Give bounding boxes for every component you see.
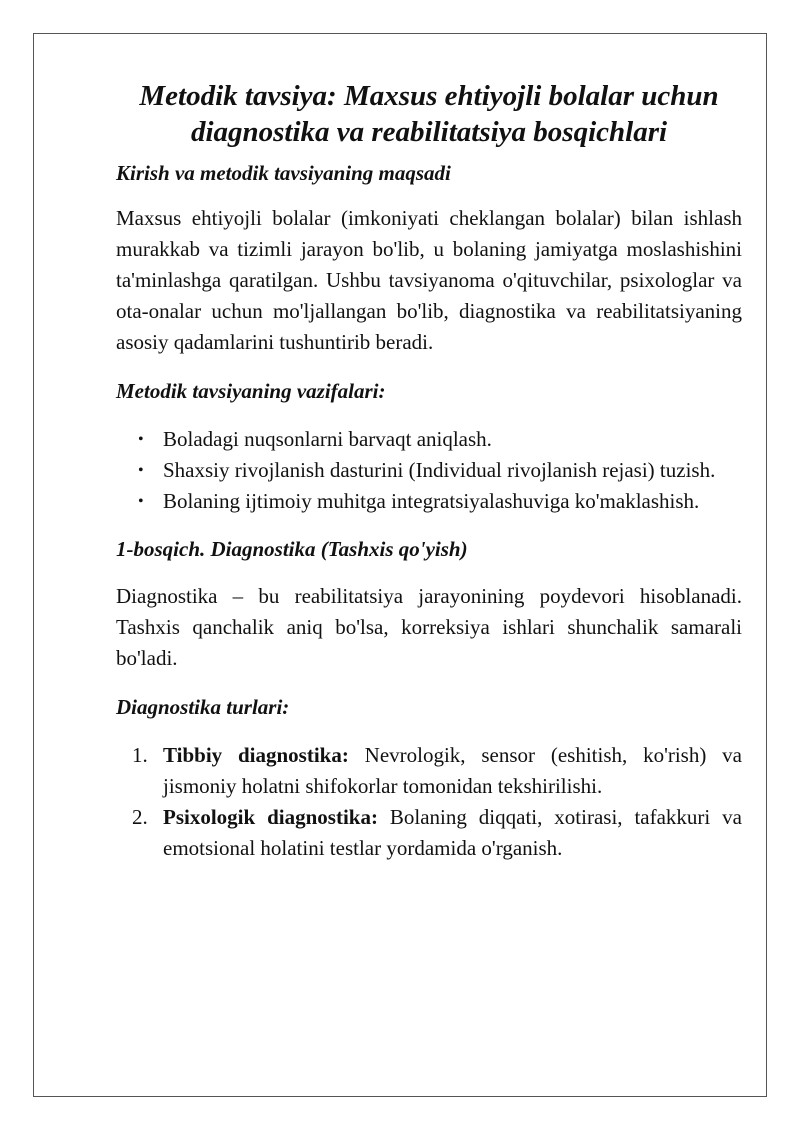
list-item: • Boladagi nuqsonlarni barvaqt aniqlash. [116, 424, 742, 455]
intro-paragraph: Maxsus ehtiyojli bolalar (imkoniyati cheklangan bolalar) bilan ishlash murakkab va tizimli jarayon bo'lib, u bolaning jamiyatga moslashishini ta'minlashga qaratilgan. Ushbu tavsiyanoma o'qituvchilar, psixologlar va ota-onalar uchun mo'ljallangan bo'lib, diagnostika va reabilitatsiyaning asosiy qadamlarini tushuntirib beradi. [116, 206, 742, 354]
document-title: Metodik tavsiya: Maxsus ehtiyojli bolalar uchun diagnostika va reabilitatsiya bosqichlari [139, 80, 719, 148]
diagnostic-types-list [116, 740, 742, 864]
list-item [116, 740, 742, 802]
list-item: • Shaxsiy rivojlanish dasturini (Individual rivojlanish rejasi) tuzish. [116, 455, 742, 486]
list-number: 1. [132, 743, 148, 767]
list-item: • Bolaning ijtimoiy muhitga integratsiyalashuviga ko'maklashish. [116, 486, 742, 517]
intro-heading: Kirish va metodik tavsiyaning maqsadi [116, 161, 451, 185]
tasks-heading: Metodik tavsiyaning vazifalari: [116, 379, 386, 403]
list-item [116, 802, 742, 864]
list-text: Nevrologik, sensor (eshitish, ko'rish) va jismoniy holatni shifokorlar tomonidan tekshirilishi. [163, 743, 742, 798]
diagnostic-types-heading: Diagnostika turlari: [116, 695, 290, 719]
stage1-paragraph: Diagnostika – bu reabilitatsiya jarayonining poydevori hisoblanadi. Tashxis qanchalik aniq bo'lsa, korreksiya ishlari shunchalik samarali bo'ladi. [116, 584, 742, 670]
list-term: Tibbiy diagnostika: [163, 743, 349, 767]
list-number: 2. [132, 805, 148, 829]
stage1-heading: 1-bosqich. Diagnostika (Tashxis qo'yish) [116, 537, 468, 561]
list-term: Psixologik diagnostika: [163, 805, 378, 829]
document-body [116, 78, 742, 864]
tasks-list [116, 424, 742, 517]
list-text: Bolaning diqqati, xotirasi, tafakkuri va emotsional holatini testlar yordamida o'rganish. [163, 805, 742, 860]
